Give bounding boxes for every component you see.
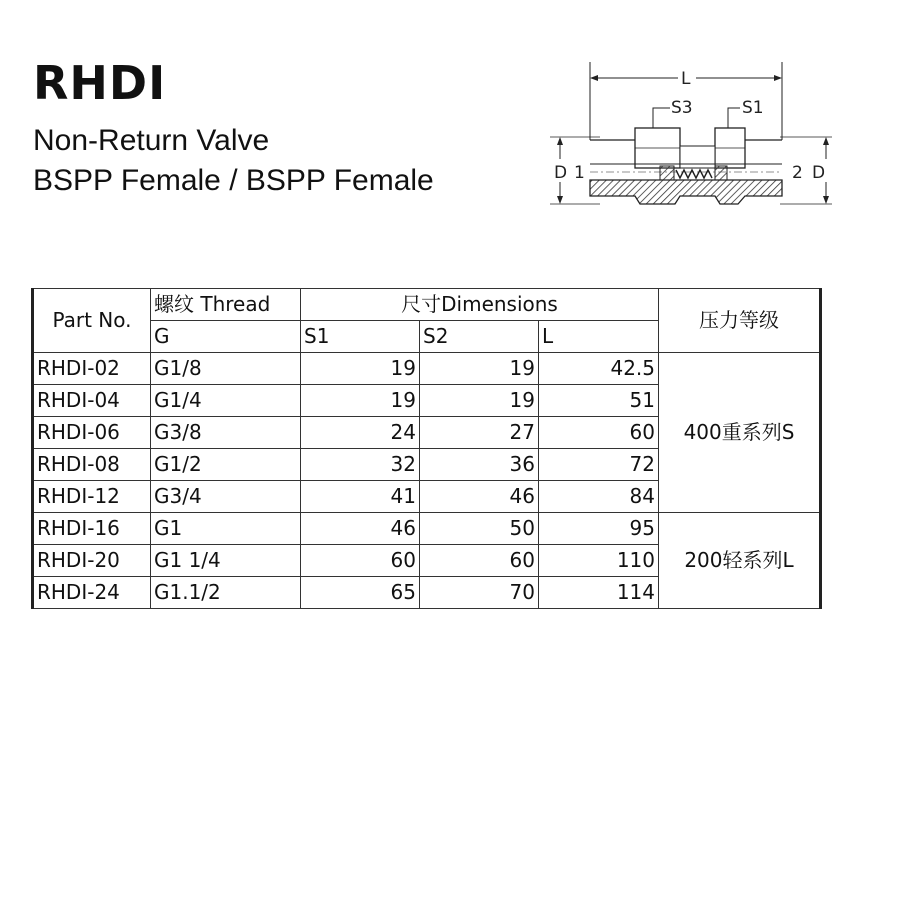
s2-cell: 27 bbox=[420, 417, 539, 449]
port-label-2: 2 bbox=[792, 163, 803, 183]
s1-cell: 24 bbox=[301, 417, 420, 449]
part-number-cell: RHDI-20 bbox=[33, 545, 151, 577]
l-cell: 84 bbox=[539, 481, 659, 513]
l-cell: 72 bbox=[539, 449, 659, 481]
thread-cell: G1 1/4 bbox=[151, 545, 301, 577]
thread-cell: G3/8 bbox=[151, 417, 301, 449]
s2-cell: 19 bbox=[420, 353, 539, 385]
part-number-cell: RHDI-12 bbox=[33, 481, 151, 513]
s1-cell: 46 bbox=[301, 513, 420, 545]
port-label-1: 1 bbox=[574, 163, 585, 183]
diameter-label-left: D bbox=[554, 163, 568, 183]
s2-cell: 46 bbox=[420, 481, 539, 513]
part-number-cell: RHDI-24 bbox=[33, 577, 151, 609]
part-number-cell: RHDI-06 bbox=[33, 417, 151, 449]
thread-cell: G1.1/2 bbox=[151, 577, 301, 609]
s2-cell: 36 bbox=[420, 449, 539, 481]
thread-cell: G1/4 bbox=[151, 385, 301, 417]
pressure-group-cell: 400重系列S bbox=[659, 353, 821, 513]
s1-header: S1 bbox=[301, 321, 420, 353]
s2-cell: 19 bbox=[420, 385, 539, 417]
s1-cell: 41 bbox=[301, 481, 420, 513]
s1-label: S1 bbox=[742, 98, 764, 118]
g-header: G bbox=[151, 321, 301, 353]
valve-technical-drawing bbox=[540, 62, 840, 222]
part-number-cell: RHDI-08 bbox=[33, 449, 151, 481]
s2-cell: 50 bbox=[420, 513, 539, 545]
l-header: L bbox=[539, 321, 659, 353]
product-subtitle: Non-Return Valve bbox=[33, 124, 270, 157]
s2-cell: 60 bbox=[420, 545, 539, 577]
part-number-cell: RHDI-02 bbox=[33, 353, 151, 385]
thread-cell: G3/4 bbox=[151, 481, 301, 513]
specification-table bbox=[31, 288, 822, 609]
table-row bbox=[33, 353, 821, 385]
l-cell: 42.5 bbox=[539, 353, 659, 385]
pressure-header: 压力等级 bbox=[659, 289, 821, 353]
l-cell: 110 bbox=[539, 545, 659, 577]
thread-cell: G1 bbox=[151, 513, 301, 545]
s1-cell: 65 bbox=[301, 577, 420, 609]
thread-cell: G1/2 bbox=[151, 449, 301, 481]
table-row bbox=[33, 513, 821, 545]
thread-header: 螺纹 Thread bbox=[151, 289, 301, 321]
s1-cell: 60 bbox=[301, 545, 420, 577]
part-number-cell: RHDI-04 bbox=[33, 385, 151, 417]
s3-label: S3 bbox=[671, 98, 693, 118]
pressure-group-cell: 200轻系列L bbox=[659, 513, 821, 609]
l-cell: 60 bbox=[539, 417, 659, 449]
diameter-label-right: D bbox=[812, 163, 826, 183]
length-label: L bbox=[681, 69, 691, 89]
valve-body bbox=[590, 128, 782, 204]
s1-cell: 32 bbox=[301, 449, 420, 481]
product-connection-type: BSPP Female / BSPP Female bbox=[33, 164, 434, 197]
part-no-header: Part No. bbox=[33, 289, 151, 353]
s1-cell: 19 bbox=[301, 353, 420, 385]
dimensions-header: 尺寸Dimensions bbox=[301, 289, 659, 321]
s2-cell: 70 bbox=[420, 577, 539, 609]
thread-cell: G1/8 bbox=[151, 353, 301, 385]
s1-cell: 19 bbox=[301, 385, 420, 417]
l-cell: 51 bbox=[539, 385, 659, 417]
product-title: RHDI bbox=[33, 56, 167, 110]
part-number-cell: RHDI-16 bbox=[33, 513, 151, 545]
l-cell: 114 bbox=[539, 577, 659, 609]
s2-header: S2 bbox=[420, 321, 539, 353]
l-cell: 95 bbox=[539, 513, 659, 545]
